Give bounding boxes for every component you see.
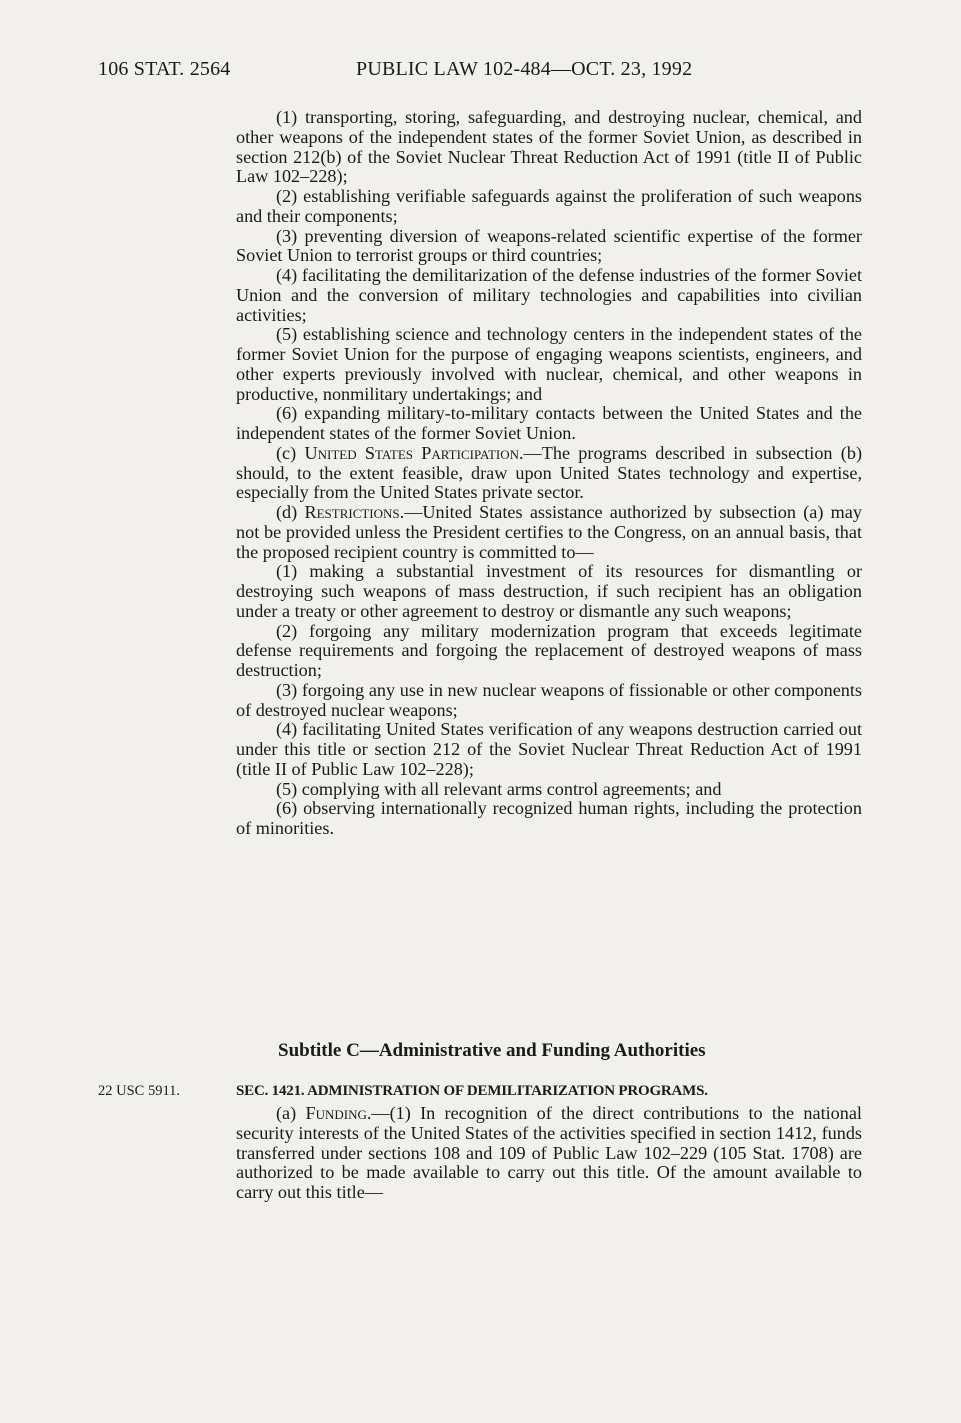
list-item: (5) establishing science and technology centers in the independent states of the former Soviet Union for the purpose of engaging weapons scientists, engineers, and other experts previously involved with nuclear, chemical, and other weapons in productive, nonmilitary undertakings; and <box>236 324 862 404</box>
list-item: (1) making a substantial investment of its resources for dismantling or destroying such weapons of mass destruction, if such recipient has an obligation under a treaty or other agreement to destroy or dismantle any such weapons; <box>236 561 862 621</box>
list-item: (3) forgoing any use in new nuclear weapons of fissionable or other components of destroyed nuclear weapons; <box>236 679 862 720</box>
list-item: (6) observing internationally recognized human rights, including the protection of minorities. <box>236 798 862 838</box>
section-heading: SEC. 1421. ADMINISTRATION OF DEMILITARIZATION PROGRAMS. <box>236 1083 708 1099</box>
subsection-a: (a) Funding.—(1) In recognition of the direct contributions to the national security interests of the United States of the activities specified in section 1412, funds transferred under sections 108 and 109 of Public Law 102–229 (105 Stat. 1708) are authorized to be made available to carry out this title. Of the amount available to carry out this title— <box>236 1103 862 1202</box>
public-law-citation: PUBLIC LAW 102-484—OCT. 23, 1992 <box>356 58 693 80</box>
margin-citation: 22 USC 5911. <box>98 1083 181 1099</box>
list-item: (5) complying with all relevant arms control agreements; and <box>276 778 722 799</box>
subsection-d: (d) Restrictions.—United States assistance authorized by subsection (a) may not be provided unless the President certifies to the Congress, on an annual basis, that the proposed recipient country is committed to— <box>236 502 862 562</box>
section-text <box>236 1104 862 1203</box>
main-text <box>236 108 862 839</box>
list-item: (4) facilitating the demilitarization of the defense industries of the former Soviet Union and the conversion of military technologies and capabilities into civilian activities; <box>236 265 862 325</box>
list-item: (3) preventing diversion of weapons-related scientific expertise of the former Soviet Union to terrorist groups or third countries; <box>236 225 862 266</box>
list-item: (1) transporting, storing, safeguarding, and destroying nuclear, chemical, and other weapons of the independent states of the former Soviet Union, as described in section 212(b) of the Soviet Nuclear Threat Reduction Act of 1991 (title II of Public Law 102–228); <box>236 107 862 187</box>
list-item: (6) expanding military-to-military contacts between the United States and the independent states of the former Soviet Union. <box>236 403 862 443</box>
subsection-c: (c) United States Participation.—The programs described in subsection (b) should, to the extent feasible, draw upon United States technology and expertise, especially from the United States private sector. <box>236 442 863 503</box>
list-item: (2) establishing verifiable safeguards against the proliferation of such weapons and their components; <box>236 186 862 226</box>
stat-page-number: 106 STAT. 2564 <box>98 58 231 80</box>
list-item: (4) facilitating United States verification of any weapons destruction carried out under this title or section 212 of the Soviet Nuclear Threat Reduction Act of 1991 (title II of Public Law 102–228); <box>236 719 862 779</box>
subsection-d-heading: Restrictions. <box>304 502 405 522</box>
subtitle-heading: Subtitle C—Administrative and Funding Authorities <box>278 1040 706 1061</box>
subsection-a-heading: Funding. <box>305 1103 372 1123</box>
subsection-c-heading: United States Participation. <box>304 442 524 463</box>
list-item: (2) forgoing any military modernization program that exceeds legitimate defense requirements and forgoing the replacement of destroyed weapons of mass destruction; <box>236 620 862 680</box>
